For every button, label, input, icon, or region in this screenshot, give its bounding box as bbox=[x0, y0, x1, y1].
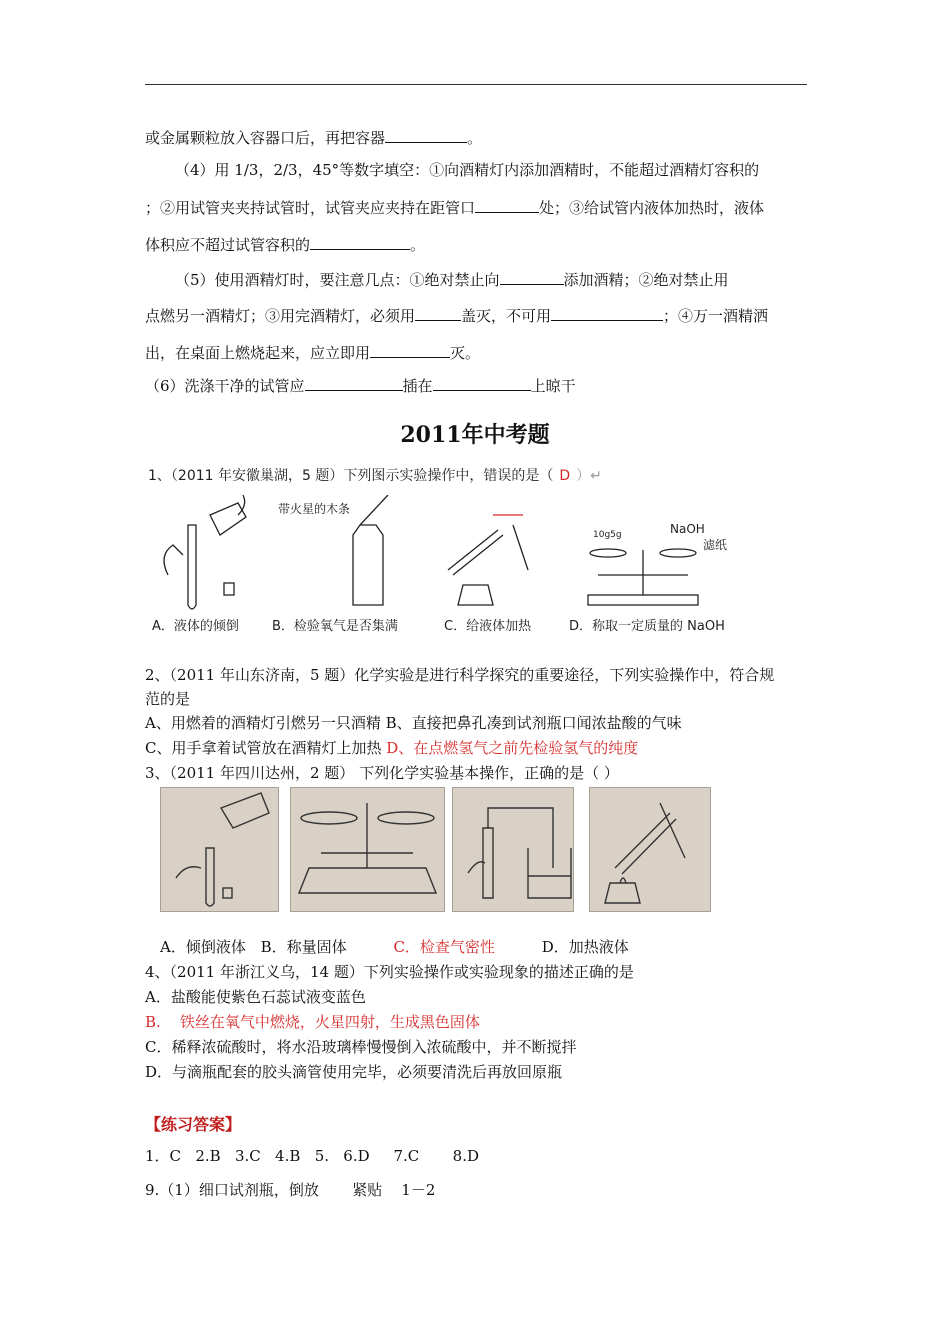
section-title: 2011年中考题 bbox=[400, 422, 550, 448]
q5-line-1: （5）使用酒精灯时，要注意几点：①绝对禁止向 添加酒精；②绝对禁止用 bbox=[175, 271, 729, 289]
q4-line-1: （4）用 1/3，2/3，45°等数字填空：①向酒精灯内添加酒精时，不能超过酒精灯容积的 bbox=[175, 161, 760, 179]
blank[interactable] bbox=[370, 343, 450, 358]
blank[interactable] bbox=[305, 376, 403, 391]
figure-a-pouring bbox=[164, 495, 246, 609]
blank[interactable] bbox=[310, 235, 410, 250]
q3-options: A．倾倒液体 B．称量固体 C．检查气密性 D．加热液体 bbox=[160, 938, 629, 956]
q4-option-a: A．盐酸能使紫色石蕊试液变蓝色 bbox=[145, 988, 366, 1006]
answers-line-2: 9.（1）细口试剂瓶，倒放 紧贴 1－2 bbox=[145, 1181, 436, 1199]
q4-line-3: 体积应不超过试管容积的 。 bbox=[145, 236, 426, 254]
q2-stem-1: 2、（2011 年山东济南，5 题）化学实验是进行科学探究的重要途径，下列实验操作中，符合规 bbox=[145, 666, 775, 684]
q4-option-b: B. 铁丝在氧气中燃烧，火星四射，生成黑色固体 bbox=[145, 1013, 480, 1031]
header-rule bbox=[145, 84, 807, 85]
q1-caption-b: B．检验氧气是否集满 bbox=[272, 619, 398, 634]
answers-line-1: 1．C 2.B 3.C 4.B 5. 6.D 7.C 8.D bbox=[145, 1147, 479, 1165]
photo-b-drawing bbox=[291, 788, 444, 911]
q3-stem: 3、（2011 年四川达州，2 题） 下列化学实验基本操作，正确的是（ ） bbox=[145, 764, 619, 782]
answers-title: 【练习答案】 bbox=[145, 1115, 242, 1134]
figure-b-bottle bbox=[353, 495, 388, 605]
q5-line-3: 出，在桌面上燃烧起来，应立即用 灭。 bbox=[145, 344, 481, 362]
q3-photo-c bbox=[452, 787, 574, 912]
blank[interactable] bbox=[385, 128, 467, 143]
q4-option-d: D．与滴瓶配套的胶头滴管使用完毕，必须要清洗后再放回原瓶 bbox=[145, 1063, 563, 1081]
q2-options-cd: C、用手拿着试管放在酒精灯上加热 D、在点燃氢气之前先检验氢气的纯度 bbox=[145, 739, 639, 757]
figure-c-heating bbox=[448, 515, 528, 605]
label-weight: 10g5g bbox=[593, 530, 622, 540]
photo-c-drawing bbox=[453, 788, 573, 911]
top-line-1: 或金属颗粒放入容器口后，再把容器 。 bbox=[145, 129, 483, 147]
label-splint: 带火星的木条 bbox=[278, 502, 351, 516]
blank[interactable] bbox=[475, 198, 539, 213]
blank[interactable] bbox=[433, 376, 531, 391]
q6-line: （6）洗涤干净的试管应 插在 上晾干 bbox=[145, 377, 576, 395]
q1-caption-d: D．称取一定质量的 NaOH bbox=[569, 619, 725, 634]
q3-photo-b bbox=[290, 787, 445, 912]
q1-stem: 1、（2011 年安徽巢湖，5 题）下列图示实验操作中，错误的是（ D ）↵ bbox=[148, 468, 602, 484]
q5-line-2: 点燃另一酒精灯；③用完酒精灯，必须用 盖灭，不可用 ；④万一酒精洒 bbox=[145, 307, 769, 325]
q2-options-ab: A、用燃着的酒精灯引燃另一只酒精 B、直接把鼻孔凑到试剂瓶口闻浓盐酸的气味 bbox=[145, 714, 682, 732]
q4-stem: 4、（2011 年浙江义乌，14 题）下列实验操作或实验现象的描述正确的是 bbox=[145, 963, 634, 981]
label-filter-paper: 滤纸 bbox=[703, 538, 728, 552]
q2-stem-2: 范的是 bbox=[145, 690, 191, 708]
blank[interactable] bbox=[551, 306, 663, 321]
q4-line-2: ；②用试管夹夹持试管时，试管夹应夹持在距管口 处；③给试管内液体加热时，液体 bbox=[145, 199, 765, 217]
label-naoh: NaOH bbox=[670, 522, 705, 536]
figure-d-balance bbox=[588, 549, 698, 605]
photo-d-drawing bbox=[590, 788, 710, 911]
q3-photo-a bbox=[160, 787, 279, 912]
q3-photo-d bbox=[589, 787, 711, 912]
blank[interactable] bbox=[500, 270, 564, 285]
photo-a-drawing bbox=[161, 788, 278, 911]
blank[interactable] bbox=[415, 306, 461, 321]
q1-caption-a: A．液体的倾倒 bbox=[152, 619, 239, 634]
q4-option-c: C．稀释浓硫酸时，将水沿玻璃棒慢慢倒入浓硫酸中，并不断搅拌 bbox=[145, 1038, 577, 1056]
q1-caption-c: C．给液体加热 bbox=[444, 619, 532, 634]
